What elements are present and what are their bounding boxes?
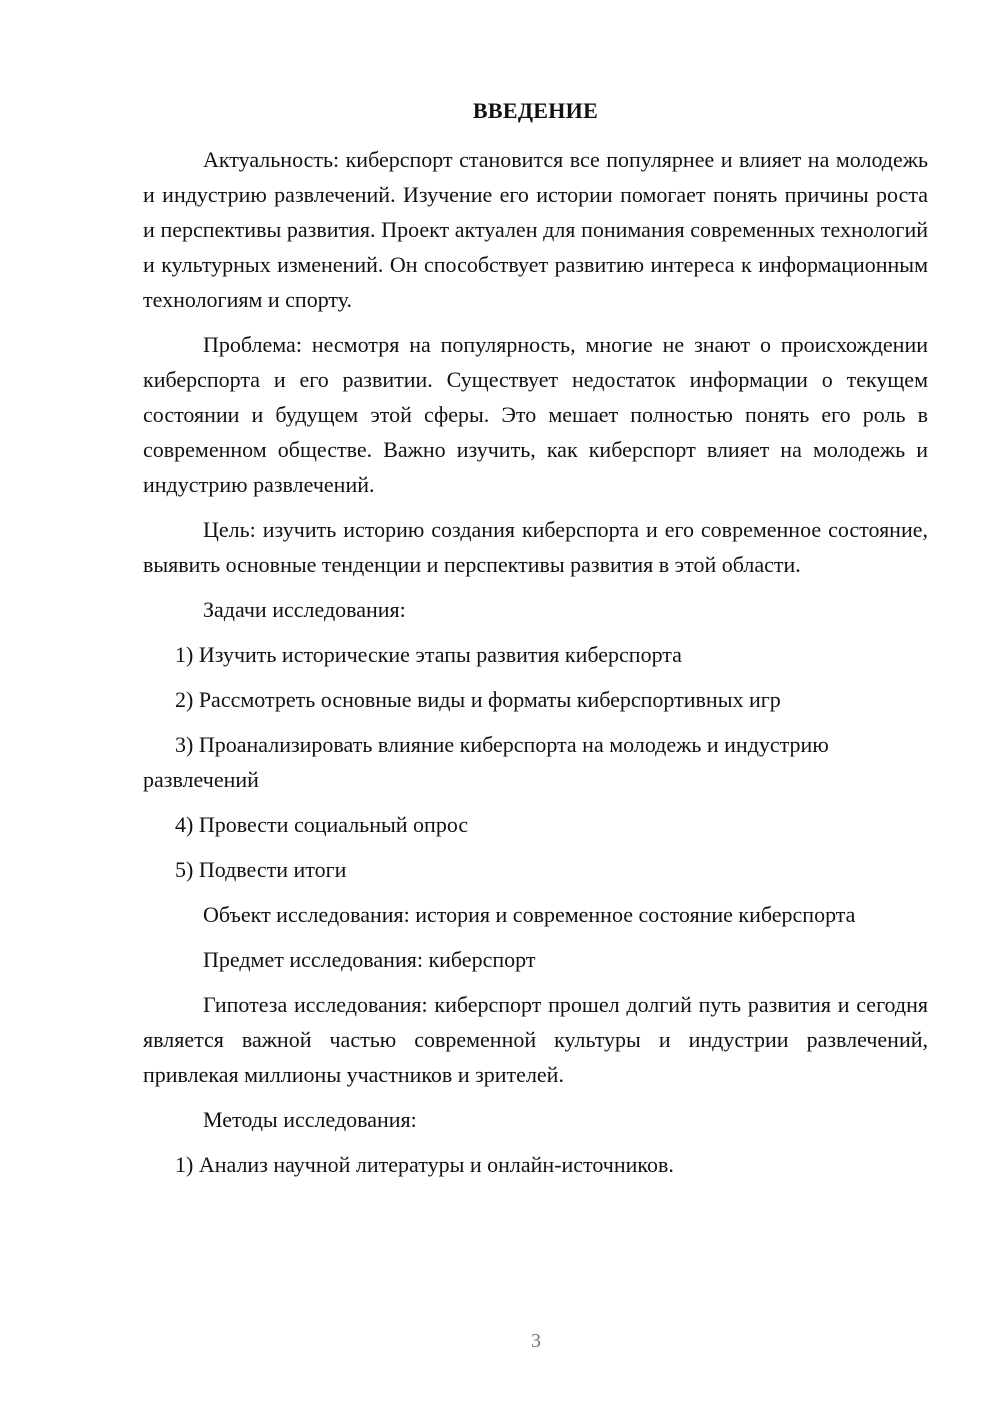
problem-paragraph: Проблема: несмотря на популярность, многие не знают о происхождении киберспорта и его развитии. Существует недостаток информации о текущем состоянии и будущем этой сферы. Это мешает полностью понять его роль в современном обществе. Важно изучить, как киберспорт влияет на молодежь и индустрию развлечений. <box>143 332 928 497</box>
page-title: ВВЕДЕНИЕ <box>472 98 599 123</box>
object-paragraph: Объект исследования: история и современное состояние киберспорта <box>203 902 856 927</box>
task-item-5: 5) Подвести итоги <box>175 857 347 882</box>
task-item-4: 4) Провести социальный опрос <box>175 812 469 837</box>
document-page <box>143 94 928 1192</box>
methods-heading: Методы исследования: <box>203 1107 417 1132</box>
relevance-paragraph: Актуальность: киберспорт становится все популярнее и влияет на молодежь и индустрию развлечений. Изучение его истории помогает понять причины роста и перспективы развития. Проект актуален для понимания современных технологий и культурных изменений. Он способствует развитию интереса к информационным технологиям и спорту. <box>143 147 928 312</box>
tasks-heading: Задачи исследования: <box>203 597 406 622</box>
page-number: 3 <box>531 1330 541 1352</box>
subject-paragraph: Предмет исследования: киберспорт <box>203 947 536 972</box>
task-item-1: 1) Изучить исторические этапы развития киберспорта <box>175 642 682 667</box>
goal-paragraph: Цель: изучить историю создания киберспорта и его современное состояние, выявить основные тенденции и перспективы развития в этой области. <box>143 517 928 577</box>
task-item-3: 3) Проанализировать влияние киберспорта на молодежь и индустрию развлечений <box>143 732 829 792</box>
method-item-1: 1) Анализ научной литературы и онлайн-источников. <box>175 1152 674 1177</box>
task-item-2: 2) Рассмотреть основные виды и форматы киберспортивных игр <box>175 687 781 712</box>
hypothesis-paragraph: Гипотеза исследования: киберспорт прошел долгий путь развития и сегодня является важной частью современной культуры и индустрии развлечений, привлекая миллионы участников и зрителей. <box>143 992 928 1087</box>
